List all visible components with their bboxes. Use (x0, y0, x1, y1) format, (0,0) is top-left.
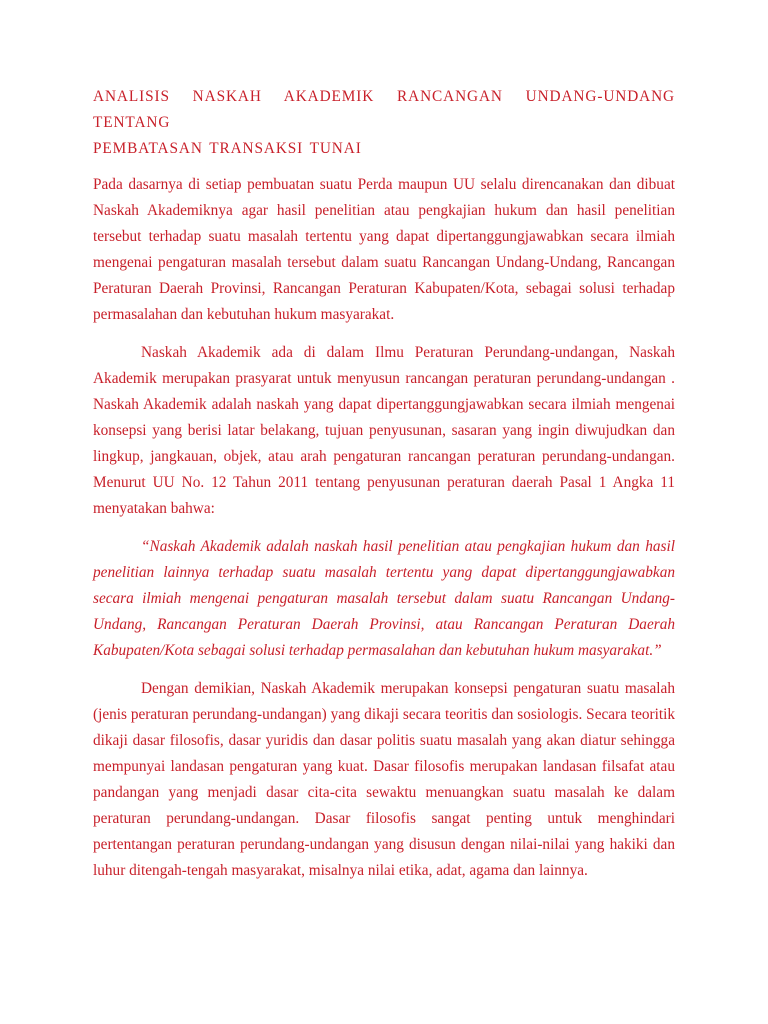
paragraph-quote: “Naskah Akademik adalah naskah hasil penelitian atau pengkajian hukum dan hasil penelitian lainnya terhadap suatu masalah tertentu yang dapat dipertanggungjawabkan secara ilmiah mengenai pengaturan masalah tersebut dalam suatu Rancangan Undang-Undang, Rancangan Peraturan Daerah Provinsi, atau Rancangan Peraturan Daerah Kabupaten/Kota sebagai solusi terhadap permasalahan dan kebutuhan hukum masyarakat.” (93, 538, 675, 659)
document-page (93, 84, 675, 896)
paragraph-intro: Pada dasarnya di setiap pembuatan suatu Perda maupun UU selalu direncanakan dan dibuat Naskah Akademiknya agar hasil penelitian atau pengkajian hukum dan hasil penelitian tersebut terhadap suatu masalah tertentu yang dapat dipertanggungjawabkan secara ilmiah mengenai pengaturan masalah tersebut dalam suatu Rancangan Undang-Undang, Rancangan Peraturan Daerah Provinsi, Rancangan Peraturan Kabupaten/Kota, sebagai solusi terhadap permasalahan dan kebutuhan hukum masyarakat. (93, 176, 675, 323)
paragraph-conclusion: Dengan demikian, Naskah Akademik merupakan konsepsi pengaturan suatu masalah (jenis peraturan perundang-undangan) yang dikaji secara teoritis dan sosiologis. Secara teoritik dikaji dasar filosofis, dasar yuridis dan dasar politis suatu masalah yang akan diatur sehingga mempunyai landasan pengaturan yang kuat. Dasar filosofis merupakan landasan filsafat atau pandangan yang menjadi dasar cita-cita sewaktu menuangkan suatu masalah ke dalam peraturan perundang-undangan. Dasar filosofis sangat penting untuk menghindari pertentangan peraturan perundang-undangan yang disusun dengan nilai-nilai yang hakiki dan luhur ditengah-tengah masyarakat, misalnya nilai etika, adat, agama dan lainnya. (93, 680, 675, 879)
document-title (93, 84, 675, 162)
paragraph-definition: Naskah Akademik ada di dalam Ilmu Peraturan Perundang-undangan, Naskah Akademik merupakan prasyarat untuk menyusun rancangan peraturan perundang-undangan . Naskah Akademik adalah naskah yang dapat dipertanggungjawabkan secara ilmiah mengenai konsepsi yang berisi latar belakang, tujuan penyusunan, sasaran yang ingin diwujudkan dan lingkup, jangkauan, objek, atau arah pengaturan rancangan peraturan perundang-undangan. Menurut UU No. 12 Tahun 2011 tentang penyusunan peraturan daerah Pasal 1 Angka 11 menyatakan bahwa: (93, 344, 675, 517)
title-line-2: PEMBATASAN TRANSAKSI TUNAI (93, 140, 362, 157)
title-line-1: ANALISIS NASKAH AKADEMIK RANCANGAN UNDANG-UNDANG TENTANG (93, 88, 675, 131)
